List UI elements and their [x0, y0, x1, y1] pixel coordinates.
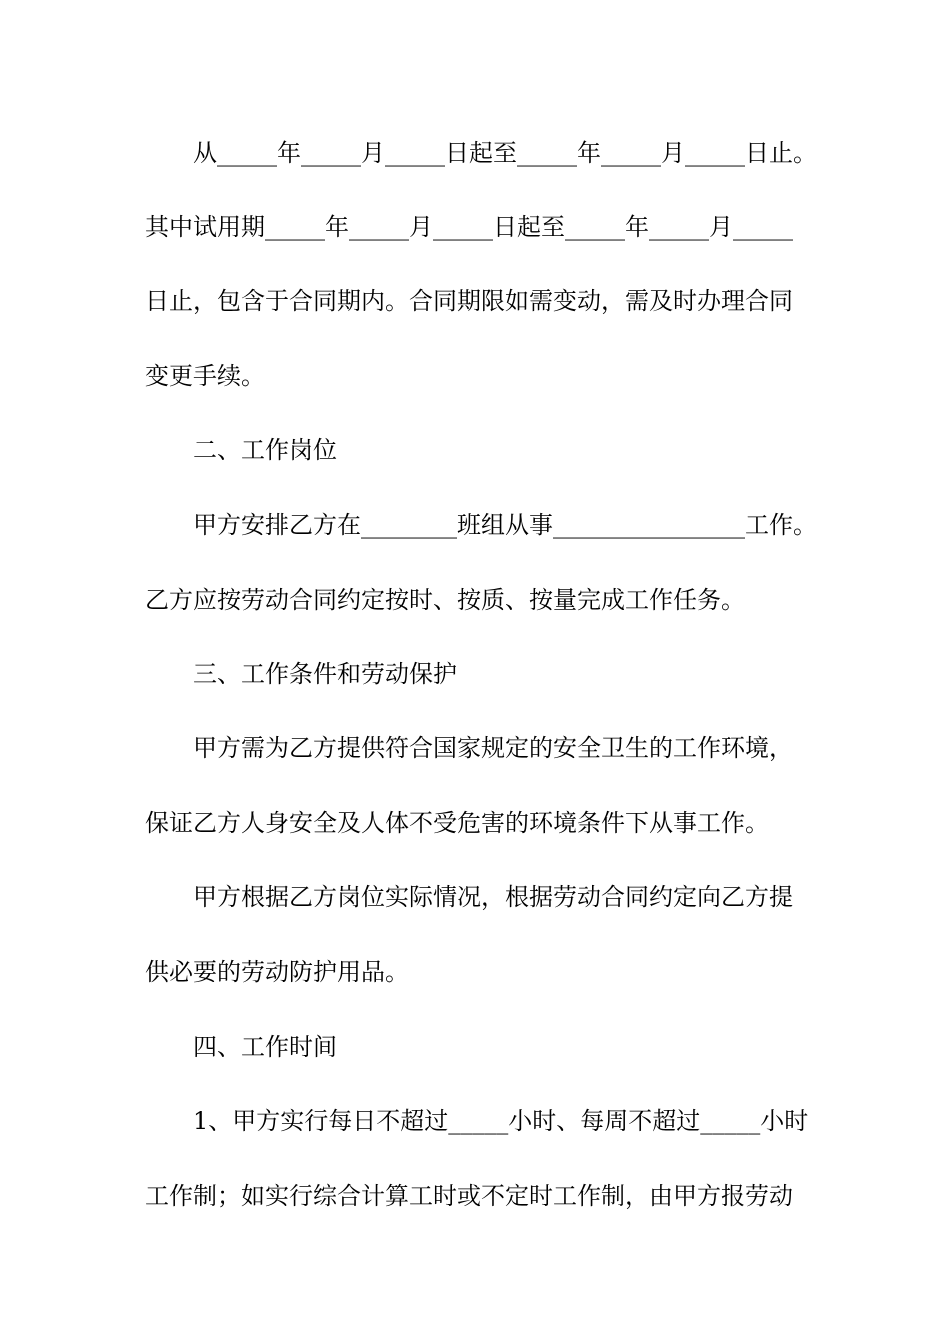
section-heading-work-hours: 四、工作时间	[193, 1033, 337, 1061]
text-line-safety-guarantee: 保证乙方人身安全及人体不受危害的环境条件下从事工作。	[145, 809, 769, 837]
text-line-work-schedule: 工作制；如实行综合计算工时或不定时工作制，由甲方报劳动	[145, 1182, 793, 1210]
text-line-safety-environment: 甲方需为乙方提供符合国家规定的安全卫生的工作环境，	[193, 734, 793, 762]
section-heading-work-position: 二、工作岗位	[193, 436, 337, 464]
text-line-work-requirements: 乙方应按劳动合同约定按时、按质、按量完成工作任务。	[145, 586, 745, 614]
text-line-work-assignment: 甲方安排乙方在________班组从事________________工作。	[193, 511, 817, 539]
text-line-term-period: 从_____年_____月_____日起至_____年_____月_____日止。	[193, 139, 817, 167]
text-line-change-procedure: 变更手续。	[145, 362, 265, 390]
text-line-contract-term-note: 日止，包含于合同期内。合同期限如需变动，需及时办理合同	[145, 287, 793, 315]
text-line-protective-equipment: 甲方根据乙方岗位实际情况，根据劳动合同约定向乙方提	[193, 883, 793, 911]
text-line-hours-limit: 1、甲方实行每日不超过_____小时、每周不超过_____小时	[193, 1107, 809, 1135]
section-heading-work-conditions: 三、工作条件和劳动保护	[193, 660, 457, 688]
text-line-protective-equipment-cont: 供必要的劳动防护用品。	[145, 958, 409, 986]
text-line-probation-period: 其中试用期_____年_____月_____日起至_____年_____月_____	[145, 213, 793, 241]
